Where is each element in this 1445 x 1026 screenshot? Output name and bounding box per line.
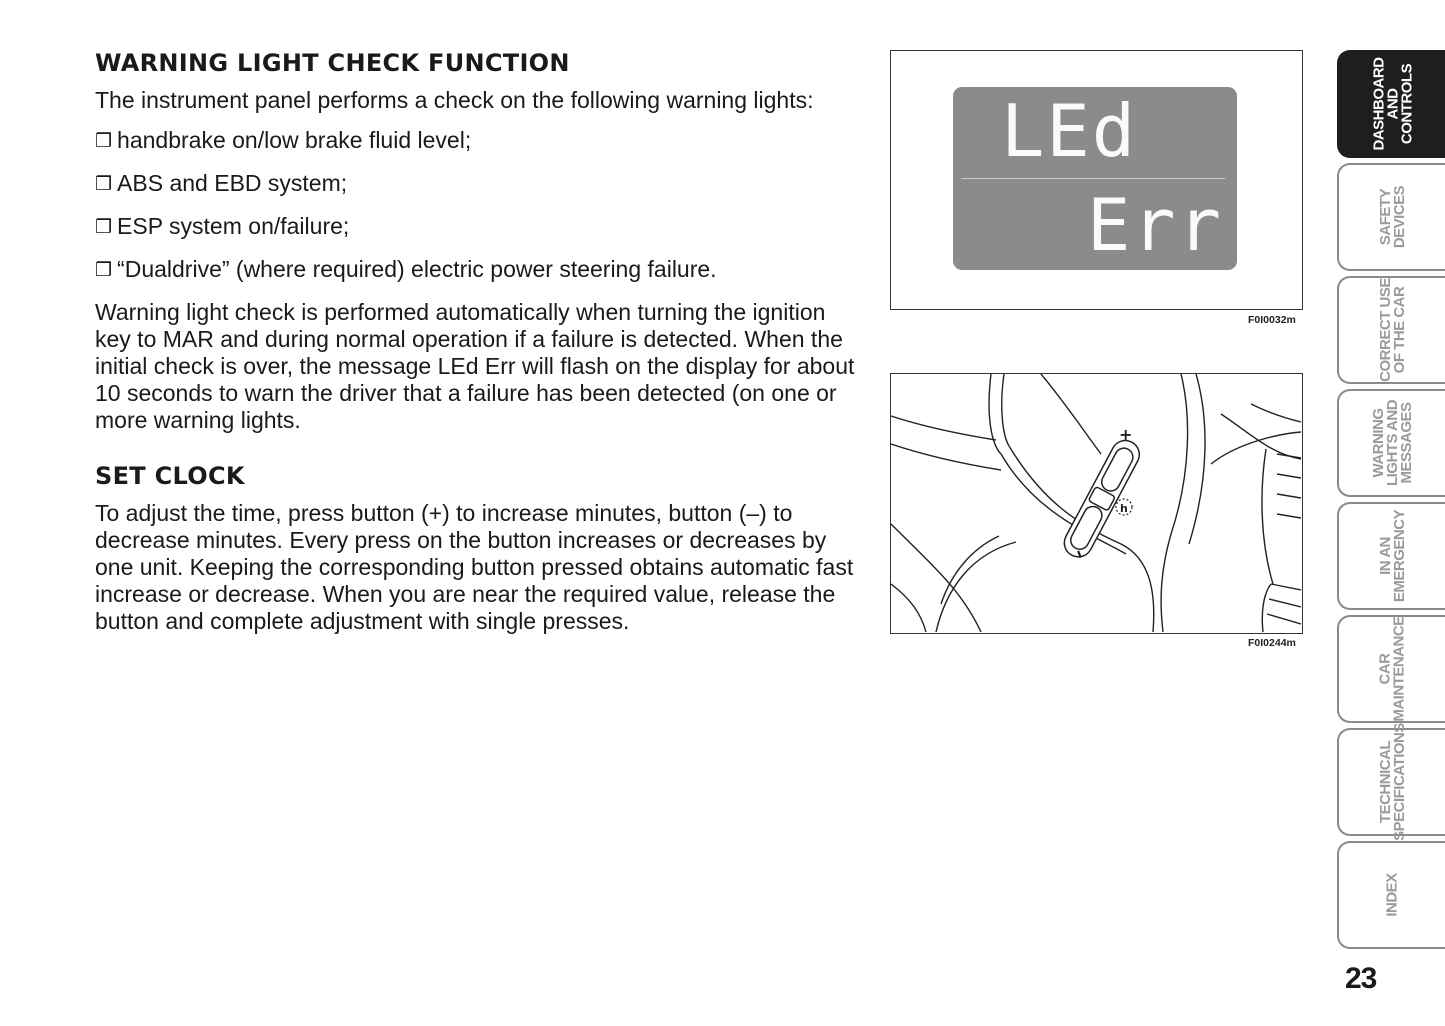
main-content [95, 48, 855, 648]
tab-warning-lights-and-messages[interactable]: WARNING LIGHTS AND MESSAGES [1337, 389, 1445, 497]
warning-light-list [95, 127, 855, 285]
clock-symbol-icon [1116, 499, 1132, 515]
dashboard-illustration [891, 374, 1301, 632]
tab-car-maintenance[interactable]: CAR MAINTENANCE [1337, 615, 1445, 723]
svg-text:h: h [1120, 502, 1128, 515]
figure-caption: F0I0244m [1248, 637, 1296, 649]
lcd-divider [961, 178, 1225, 179]
lcd-display [953, 87, 1237, 270]
lcd-text-bottom: Err [1086, 183, 1223, 267]
lcd-text-top: LEd [1001, 89, 1138, 173]
tab-technical-specifications[interactable]: TECHNICAL SPECIFICATIONS [1337, 728, 1445, 836]
section-title-warning-light-check: WARNING LIGHT CHECK FUNCTION [95, 49, 570, 77]
plus-label: + [1119, 425, 1133, 444]
minus-label: – [1068, 546, 1092, 562]
section-title-set-clock: SET CLOCK [95, 462, 245, 491]
list-item: ❒ ESP system on/failure; [95, 213, 350, 240]
tab-dashboard-and-controls[interactable]: DASHBOARD AND CONTROLS [1337, 50, 1445, 158]
checkbox-bullet-icon: ❒ [95, 216, 113, 239]
tab-correct-use-of-the-car[interactable]: CORRECT USE OF THE CAR [1337, 276, 1445, 384]
checkbox-bullet-icon: ❒ [95, 259, 113, 282]
tab-index[interactable]: INDEX [1337, 841, 1445, 949]
page-number: 23 [1345, 962, 1377, 995]
list-item: ❒ handbrake on/low brake fluid level; [95, 127, 472, 154]
checkbox-bullet-icon: ❒ [95, 130, 113, 153]
tab-in-an-emergency[interactable]: IN AN EMERGENCY [1337, 502, 1445, 610]
clock-rocker-button [1059, 436, 1144, 562]
section-body-warning-light-check: Warning light check is performed automatically when turning the ignition key to MAR and during normal operation if a failure is detected. When the initial check is over, the message LEd Err will flash on the display for about 10 seconds to warn the driver that a failure has been detected (on one or more warning lights. [95, 299, 855, 434]
list-item: ❒ ABS and EBD system; [95, 170, 348, 197]
section-intro: The instrument panel performs a check on the following warning lights: [95, 87, 814, 114]
section-body-set-clock: To adjust the time, press button (+) to increase minutes, button (–) to decrease minutes. Every press on the button increases or decreases by one unit. Keeping the corresponding button pressed obtains automatic fast increase or decrease. When you are near the required value, release the button and complete adjustment with single presses. [95, 500, 854, 635]
figure-clock-buttons [890, 373, 1303, 634]
checkbox-bullet-icon: ❒ [95, 173, 113, 196]
tab-safety-devices[interactable]: SAFETY DEVICES [1337, 163, 1445, 271]
figure-caption: F0I0032m [1248, 314, 1296, 326]
list-item: ❒ “Dualdrive” (where required) electric power steering failure. [95, 256, 717, 283]
figure-led-err-display [890, 50, 1303, 310]
